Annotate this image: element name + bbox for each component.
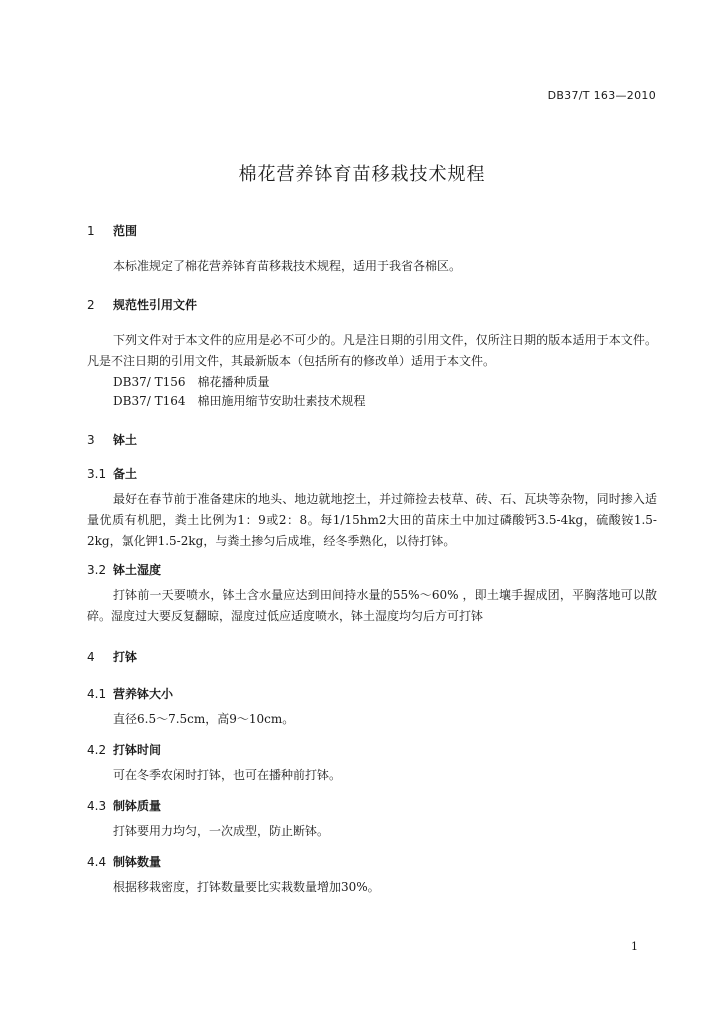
section-number: 3: [87, 433, 95, 447]
reference-item: [113, 392, 366, 409]
section-title: 制钵数量: [113, 855, 162, 869]
section-title: 打钵时间: [113, 743, 162, 757]
reference-name: 棉田施用缩节安助壮素技术规程: [197, 394, 366, 408]
section-4-3-heading: [87, 797, 161, 814]
section-4-heading: [87, 648, 137, 665]
page-number: 1: [631, 940, 638, 953]
section-1-paragraph: 本标准规定了棉花营养钵育苗移栽技术规程，适用于我省各棉区。: [113, 259, 462, 273]
section-3-2-heading: [87, 561, 161, 578]
section-title: 范围: [113, 224, 138, 238]
reference-name: 棉花播种质量: [197, 375, 270, 389]
section-number: 4.4: [87, 855, 107, 869]
section-number: 4.3: [87, 799, 107, 813]
section-3-1-paragraph: 最好在春节前于准备建床的地头、地边就地挖土，并过筛捡去枝草、砖、石、瓦块等杂物，同时掺入适量优质有机肥，粪土比例为1：9或2：8。每1/15hm2大田的苗床土中加过磷酸钙3.5-4kg，硫酸铵1.5-2kg，氯化钾1.5-2kg，与粪土掺匀后成堆，经冬季熟化，以待打钵。: [87, 492, 657, 548]
section-number: 3.1: [87, 467, 107, 481]
section-number: 4.2: [87, 743, 107, 757]
section-4-3-paragraph: 打钵要用力均匀，一次成型，防止断钵。: [113, 824, 330, 838]
reference-code: DB37/ T156: [113, 375, 186, 389]
section-title: 制钵质量: [113, 799, 162, 813]
reference-code: DB37/ T164: [113, 394, 186, 408]
section-number: 4: [87, 650, 95, 664]
standard-code: DB37/T 163—2010: [547, 89, 656, 102]
section-2-heading: [87, 296, 197, 313]
section-3-1-heading: [87, 465, 137, 482]
section-title: 打钵: [113, 650, 138, 664]
section-4-4-paragraph: 根据移栽密度，打钵数量要比实栽数量增加30%。: [113, 880, 380, 894]
section-title: 规范性引用文件: [113, 298, 198, 312]
section-4-2-paragraph: 可在冬季农闲时打钵，也可在播种前打钵。: [113, 768, 342, 782]
section-2-paragraph: 下列文件对于本文件的应用是必不可少的。凡是注日期的引用文件，仅所注日期的版本适用于本文件。凡是不注日期的引用文件，其最新版本（包括所有的修改单）适用于本文件。: [87, 333, 657, 368]
section-title: 钵土: [113, 433, 138, 447]
section-title: 钵土湿度: [113, 563, 162, 577]
section-4-1-paragraph: 直径6.5～7.5cm，高9～10cm。: [113, 712, 295, 726]
section-title: 备土: [113, 467, 138, 481]
section-4-2-heading: [87, 741, 161, 758]
section-title: 营养钵大小: [113, 687, 174, 701]
section-number: 4.1: [87, 687, 107, 701]
section-4-1-heading: [87, 685, 173, 702]
section-3-heading: [87, 431, 137, 448]
document-title: 棉花营养钵育苗移栽技术规程: [238, 164, 486, 185]
section-4-4-heading: [87, 853, 161, 870]
reference-item: [113, 373, 270, 390]
section-number: 2: [87, 298, 95, 312]
section-number: 3.2: [87, 563, 107, 577]
section-1-heading: [87, 222, 137, 239]
section-3-2-paragraph: 打钵前一天要喷水，钵土含水量应达到田间持水量的55%～60% ，即土壤手握成团，平胸落地可以散碎。湿度过大要反复翻晾，湿度过低应适度喷水，钵土湿度均匀后方可打钵: [87, 588, 657, 623]
section-number: 1: [87, 224, 95, 238]
